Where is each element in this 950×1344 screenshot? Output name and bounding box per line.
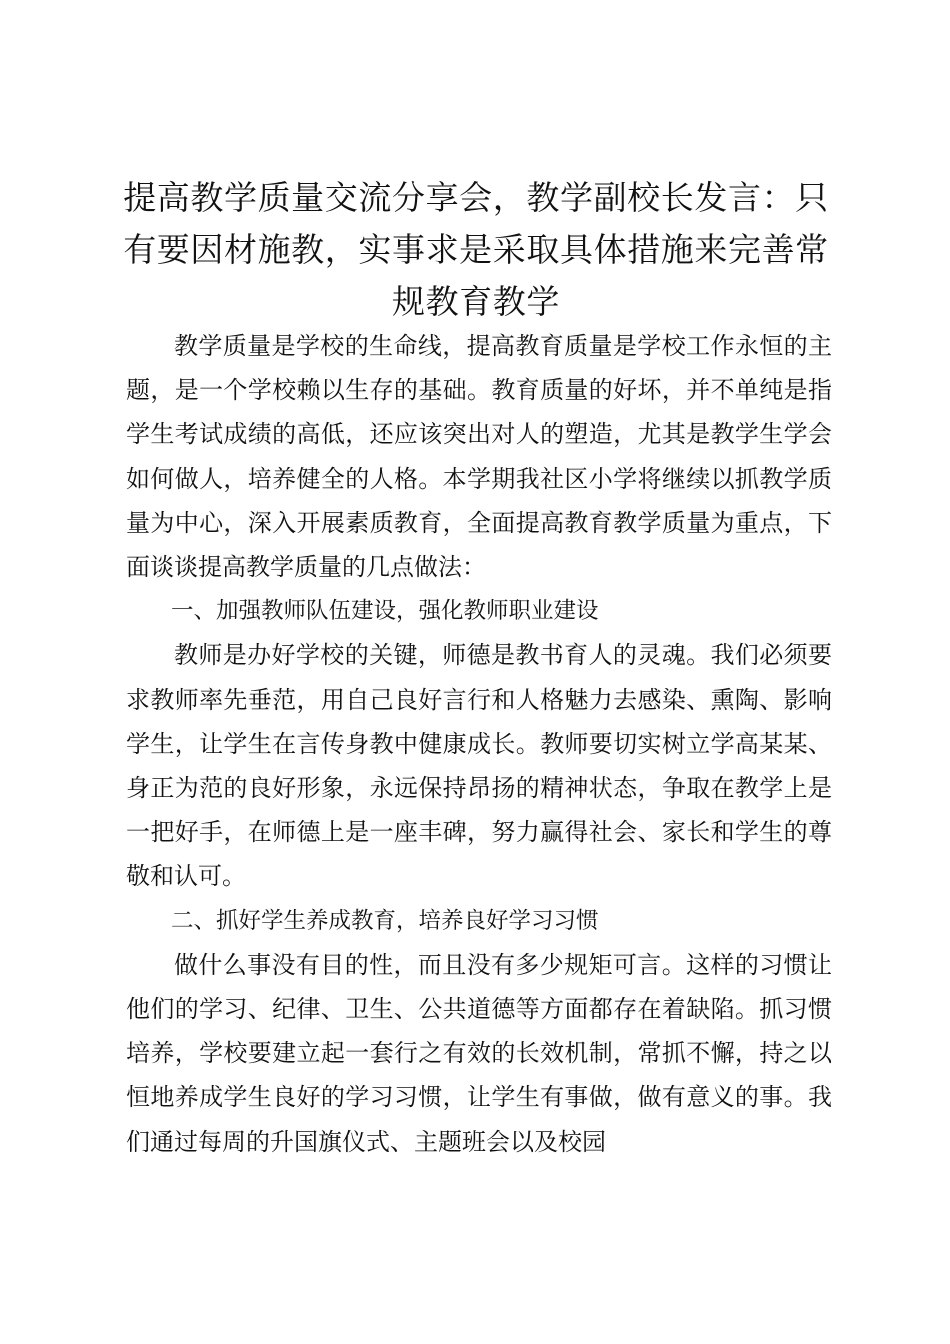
document-body <box>126 324 832 1164</box>
paragraph-intro: 教学质量是学校的生命线，提高教育质量是学校工作永恒的主题，是一个学校赖以生存的基础。教育质量的好坏，并不单纯是指学生考试成绩的高低，还应该突出对人的塑造，尤其是教学生学会如何做人，培养健全的人格。本学期我社区小学将继续以抓教学质量为中心，深入开展素质教育，全面提高教育教学质量为重点，下面谈谈提高教学质量的几点做法： <box>126 332 832 582</box>
document-title: 提高教学质量交流分享会，教学副校长发言：只有要因材施教，实事求是采取具体措施来完善常规教育教学 <box>123 178 829 321</box>
section-heading-1: 一、加强教师队伍建设，强化教师职业建设 <box>171 598 599 625</box>
section-heading-2: 二、抓好学生养成教育，培养良好学习习惯 <box>171 907 599 934</box>
paragraph-habits: 做什么事没有目的性，而且没有多少规矩可言。这样的习惯让他们的学习、纪律、卫生、公共道德等方面都存在着缺陷。抓习惯培养，学校要建立起一套行之有效的长效机制，常抓不懈，持之以恒地养成学生良好的学习习惯，让学生有事做，做有意义的事。我们通过每周的升国旗仪式、主题班会以及校园 <box>126 950 832 1156</box>
paragraph-teachers: 教师是办好学校的关键，师德是教书育人的灵魂。我们必须要求教师率先垂范，用自己良好言行和人格魅力去感染、熏陶、影响学生，让学生在言传身教中健康成长。教师要切实树立学高某某、身正为范的良好形象，永远保持昂扬的精神状态，争取在教学上是一把好手，在师德上是一座丰碑，努力赢得社会、家长和学生的尊敬和认可。 <box>126 641 832 891</box>
